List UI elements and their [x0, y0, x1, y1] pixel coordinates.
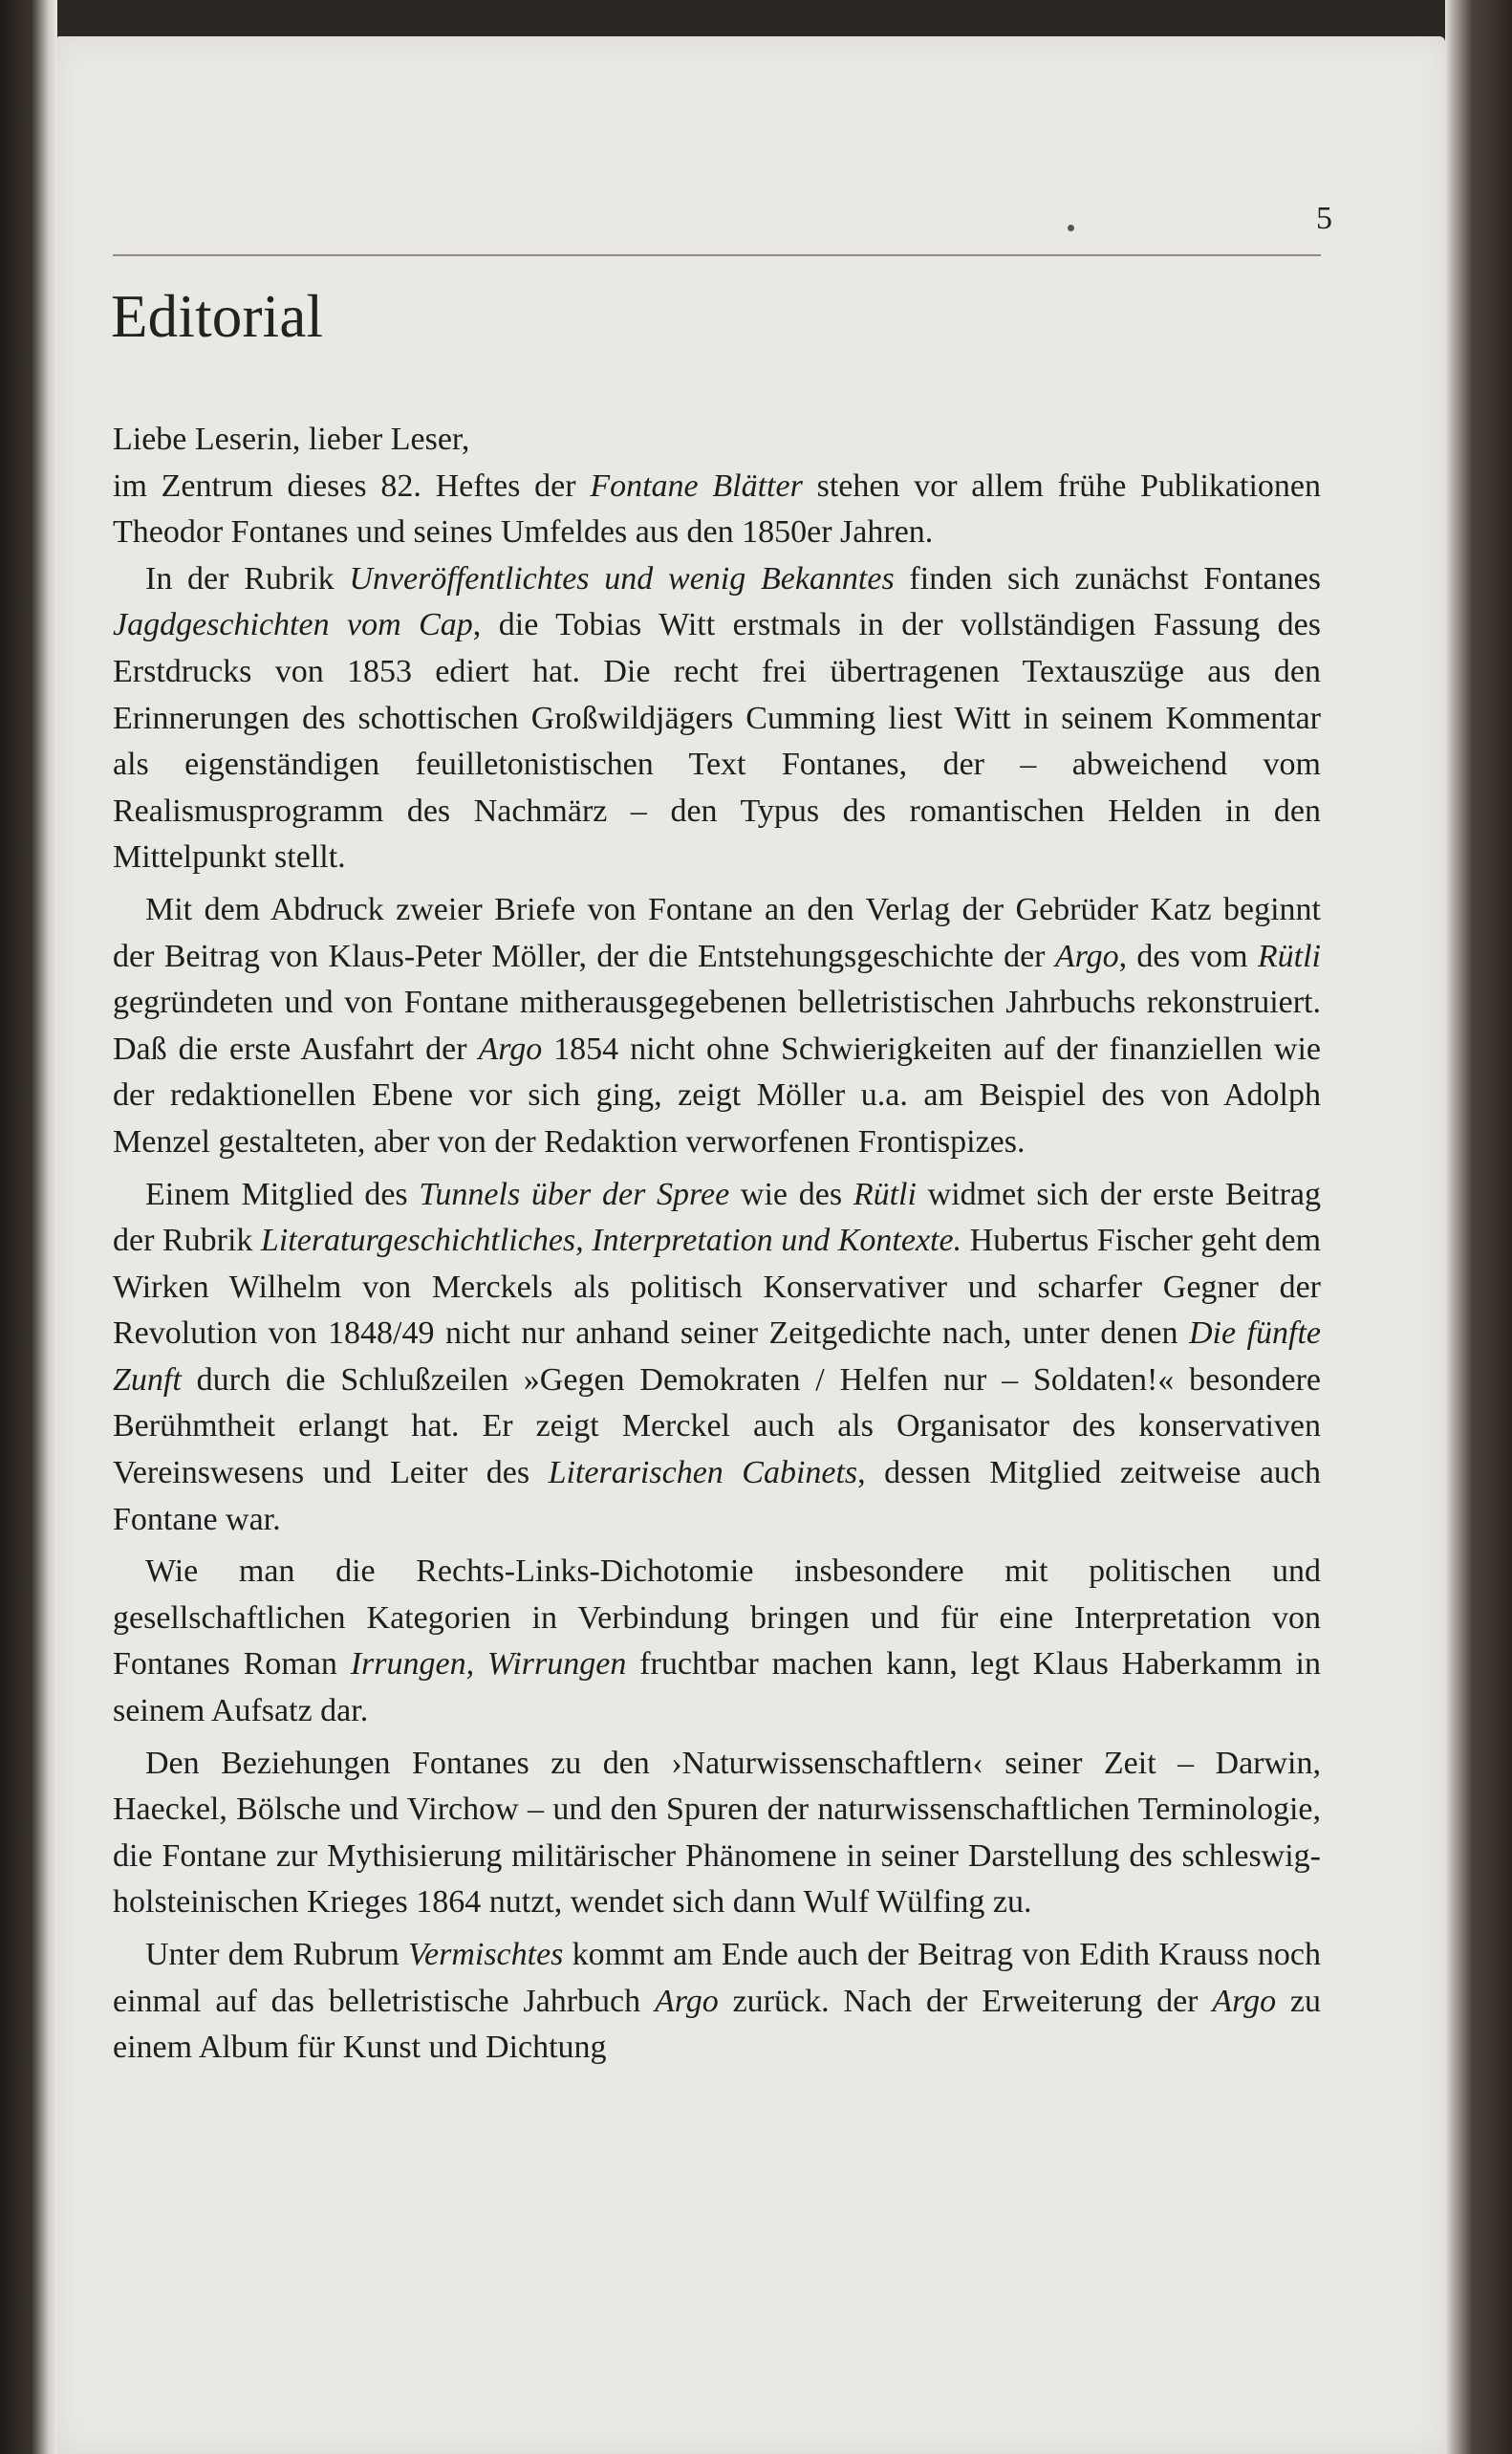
paragraph-text: , des vom [1118, 938, 1258, 974]
paragraph-text: Einem Mitglied des [145, 1176, 420, 1212]
paragraph-text: , die Tobias Witt erstmals in der vollständigen Fassung des Erstdrucks von 1853 ediert hat. Die recht frei übertragenen Textauszüge aus den Erinnerungen des schottischen Großwildjägers Cumming liest Witt in seinem Kommentar als eigenständigen feuilletonistischen Text Fontanes, der – abweichend vom Realismusprogramm des Nachmärz – den Typus des romantischen Helden in den Mittelpunkt stellt. [113, 607, 1321, 876]
paragraph-text: Hubertus Fischer geht dem Wirken Wilhelm von Merckels als politisch Konservativer und scharfer Gegner der Revolution von 1848/49 nicht nur anhand seiner Zeitgedichte nach, unter denen [113, 1223, 1322, 1352]
paragraph-text: finden sich zunächst Fontanes [894, 560, 1321, 597]
book-page [57, 36, 1445, 2454]
italic-title-text: Argo [478, 1031, 543, 1067]
book-page-edges-right [1445, 0, 1512, 2454]
body-paragraph [113, 1549, 1321, 1734]
body-paragraph [113, 1741, 1321, 1926]
paragraph-text: , dessen Mitglied zeitweise auch Fontane war. [113, 1455, 1322, 1537]
paragraph-text: durch die Schlußzeilen »Gegen Demokraten / Helfen nur – Soldaten!« besondere Berühmtheit erlangt hat. Er zeigt Merckel auch als Organisator des konservativen Vereinswesens und Leiter des [113, 1361, 1321, 1491]
italic-title-text: Rütli [1257, 938, 1321, 974]
paragraph-text: In der Rubrik [145, 560, 350, 597]
greeting-paragraph [113, 417, 1321, 464]
paragraph-text: fruchtbar machen kann, legt Klaus Haberkamm in seinem Aufsatz dar. [113, 1646, 1321, 1729]
italic-title-text: Die fünfte Zunft [113, 1315, 1321, 1398]
paragraph-text: Den Beziehungen Fontanes zu den ›Naturwissenschaftlern‹ seiner Zeit – Darwin, Haeckel, Bölsche und Virchow – und den Spuren der naturwissenschaftlichen Terminologie, die Fontane zur Mythisierung militärischer Phänomene in seiner Darstellung des schleswig-holsteinischen Krieges 1864 nutzt, wendet sich dann Wulf Wülfing zu. [113, 1745, 1321, 1921]
header-rule [113, 254, 1321, 256]
body-paragraph [113, 1172, 1321, 1544]
italic-title-text: Jagdgeschichten vom Cap [113, 607, 473, 643]
paragraph-text: stehen vor allem frühe Publikationen Theodor Fontanes und seines Umfeldes aus den 1850er Jahren. [113, 467, 1321, 551]
italic-title-text: Fontane Blätter [590, 467, 803, 504]
body-paragraph [113, 887, 1321, 1166]
page-number: 5 [1316, 201, 1332, 236]
page-title: Editorial [111, 283, 324, 350]
paragraph-text: zu einem Album für Kunst und Dichtung [113, 1983, 1321, 2066]
italic-title-text: Argo [1054, 938, 1119, 974]
italic-title-text: Argo [654, 1983, 719, 2019]
italic-title-text: Literarischen Cabinets [548, 1455, 858, 1491]
body-paragraph [113, 556, 1321, 881]
paragraph-text: Unter dem Rubrum [145, 1937, 408, 1972]
italic-title-text: Tunnels über der Spree [419, 1176, 730, 1212]
paragraph-text: Wie man die Rechts-Links-Dichotomie insbesondere mit politischen und gesellschaftlichen Kategorien in Verbindung bringen und für eine Interpretation von Fontanes Roman [113, 1553, 1321, 1683]
paragraph-text: wie des [729, 1176, 853, 1212]
paragraph-text: im Zentrum dieses 82. Heftes der [113, 467, 591, 504]
italic-title-text: Argo [1212, 1983, 1277, 2019]
body-paragraph [113, 1932, 1321, 2072]
paragraph-text: gegründeten und von Fontane mitherausgegebenen belletristischen Jahrbuchs rekonstruiert. Daß die erste Ausfahrt der [113, 985, 1321, 1067]
article-body [113, 417, 1321, 2072]
book-spine-left [0, 0, 57, 2454]
paragraph-text: Liebe Leserin, lieber Leser, [113, 422, 470, 457]
italic-title-text: Rütli [853, 1176, 917, 1212]
italic-title-text: Vermischtes [408, 1937, 564, 1972]
italic-title-text: Unveröffentlichtes und wenig Bekanntes [349, 560, 895, 597]
paragraph-text: kommt am Ende auch der Beitrag von Edith Krauss noch einmal auf das belletristische Jahrbuch [113, 1937, 1321, 2019]
italic-title-text: Literaturgeschichtliches, Interpretation und Kontexte. [260, 1223, 962, 1259]
italic-title-text: Irrungen, Wirrungen [350, 1646, 627, 1683]
paragraph-text: Mit dem Abdruck zweier Briefe von Fontane an den Verlag der Gebrüder Katz beginnt der Beitrag von Klaus-Peter Möller, der die Entstehungsgeschichte der [113, 891, 1321, 974]
intro-paragraph [113, 464, 1321, 556]
paragraph-text: zurück. Nach der Erweiterung der [718, 1983, 1213, 2019]
paragraph-text: 1854 nicht ohne Schwierigkeiten auf der finanziellen wie der redaktionellen Ebene vor sich ging, zeigt Möller u.a. am Beispiel des von Adolph Menzel gestalteten, aber von der Redaktion verworfenen Frontispizes. [113, 1031, 1321, 1160]
header-dot [1068, 225, 1074, 231]
paragraph-text: widmet sich der erste Beitrag der Rubrik [113, 1176, 1322, 1259]
